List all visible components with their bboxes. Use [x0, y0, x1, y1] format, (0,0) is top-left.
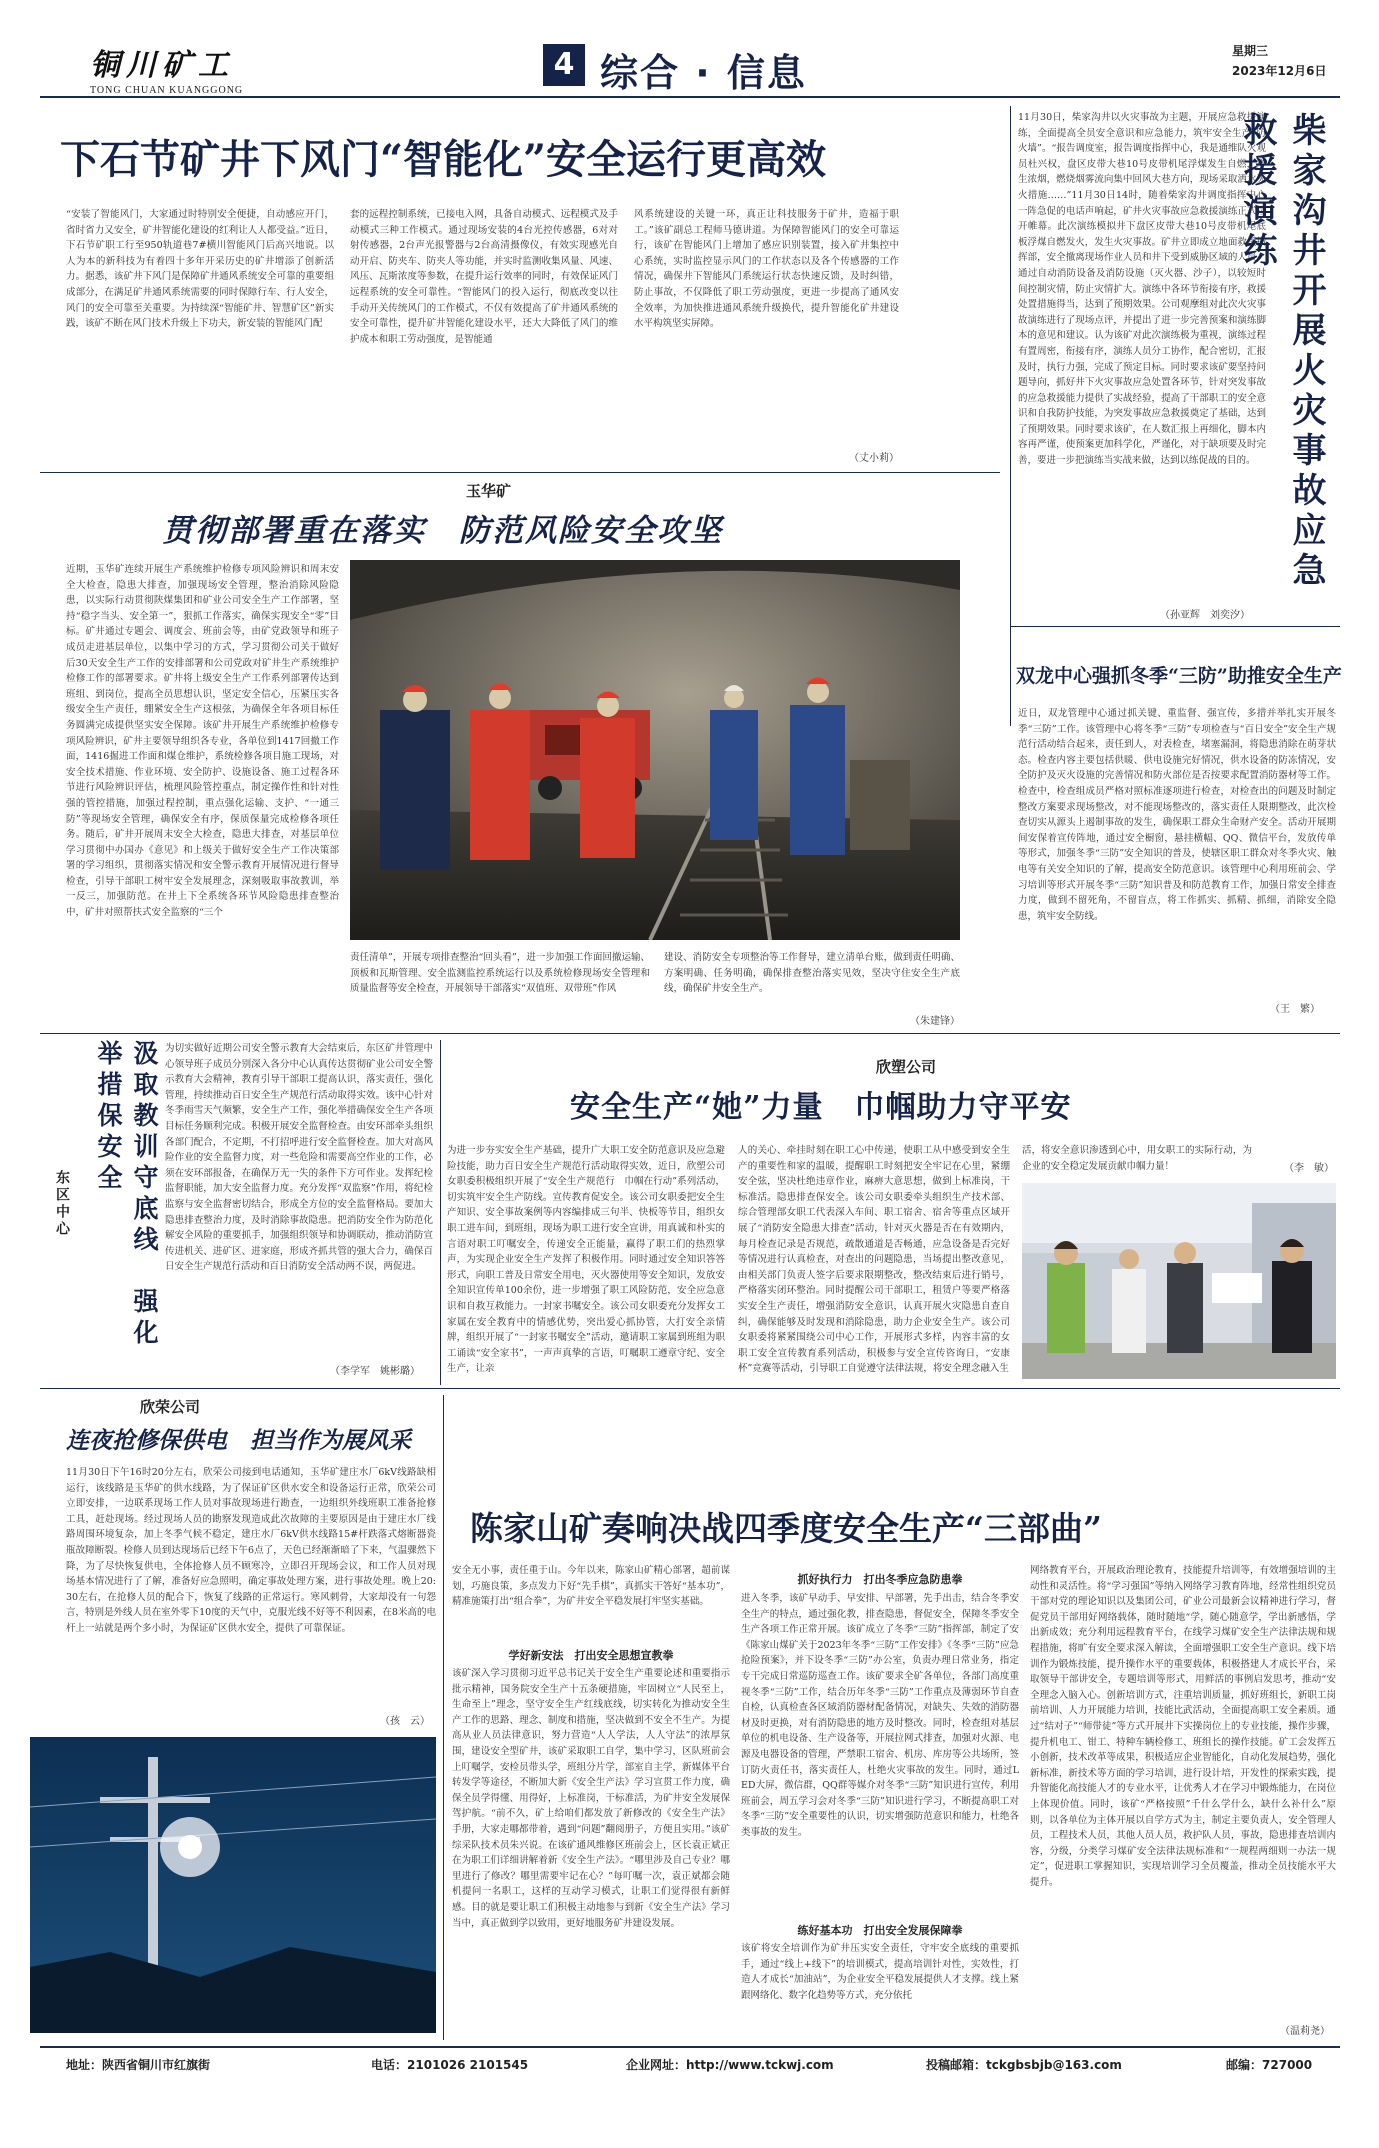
yuhua-col1: 近期，玉华矿连续开展生产系统维护检修专项风险辨识和周末安全大检查，隐患大排查，加强现场安全管理，整治消除风险隐患，以实际行动贯彻陕煤集团和矿业公司安全生产工作部署，坚持“稳字当头、安全第一”，狠抓工作落实，确保实现安全“零”目标。矿井通过专题会、调度会、班前会等，由矿党政领导和班子成员走进基层单位，以集中学习的方式，学习贯彻公司关于做好后30天安全生产工作的安排部署和公司党政对矿井生产系统维护检修工作的部署要求。矿井将上级安全生产工作系列部署传达到班组、到岗位，提高全员思想认识，坚定安全信心，压紧压实各级安全生产责任，绷紧安全生产这根弦，为确保全年各项目标任务圆满完成提供坚实安全保障。该矿井开展生产系统维护检修专项风险辨识，矿井主要领导组织各专业，各单位到1417回撤工作面，1416掘进工作面和煤仓维护，系统检修各项目施工现场，对安全技术措施、作业环境、安全防护、设施设备、施工过程各环节进行风险辨识评估，梳理风险管控重点，制定操作性和针对性强的管控措施，加强过程控制，重点强化运输、支护、“一通三防”等现场安全管理，确保安全有序，保质保量完成检修各项任务。随后，矿井开展周末安全大检查，隐患大排查，对基层单位学习贯彻中办国办《意见》和上级关于做好安全生产工作决策部署的学习组织，贯彻落实情况和安全警示教育开展情况进行督导检查，引导干部职工树牢安全发展理念，深刻吸取事故教训，举一反三，加强防范。在井上下全系统各环节风险隐患排查整治中，矿井对照帮扶式安全监察的“三个 [66, 564, 339, 919]
shuanglong-signature: （王 繁） [1270, 1004, 1320, 1015]
divider-right-col [1010, 106, 1011, 726]
headline-shuanglong: 双龙中心强抓冬季“三防”助推安全生产 [1016, 665, 1342, 687]
yuhua-col2: 责任清单”，开展专项排查整治“回头看”，进一步加强工作面回撤运输、顶板和瓦斯管理、安全监测监控系统运行以及系统检修现场安全管理和质量监督等安全检查，开展领导干部落实“双值班、双带班”作风 [350, 952, 650, 995]
masthead [90, 40, 290, 96]
dongqu-text: 为切实做好近期公司安全警示教育大会结束后，东区矿井管理中心领导班子成员分别深入各分中心认真传达贯彻矿业公司安全警示教育大会精神，教育引导干部职工提高认识，落实责任，强化管理，持续推动百日安全生产规范行活动取得实效。该中心针对冬季雨雪天气频繁，安全生产工作，强化举措确保安全生产各项目标任务顺利完成。积极开展安全监督检查。由安环部牵头组织各部门配合，不定期，不打招呼进行安全监督检查。加大对高风险作业的安全监督力度，对一些危险和需要高空作业的工作，必须在安环部报备，在确保万无一失的条件下方可作业。发挥纪检监督职能，加大安全监督力度。充分发挥“双监察”作用，将纪检监察与安全监督密切结合，形成全方位的安全监督格局。要加大隐患排查整治力度，及时消除事故隐患。把消防安全作为防范化解安全风险的重要抓手，加强组织领导和协调联动，推动消防宣传进机关、进矿区、进家庭，形成齐抓共管的强大合力，确保百日安全生产规范行活动和百日消防安全活动两不误，两促进。 [165, 1043, 433, 1273]
factory-photo [1022, 1183, 1336, 1379]
chenjiashan-head-2: 抓好执行力 打出冬季应急防患拳 [797, 1573, 963, 1586]
dongqu-unit: 东区中心 [54, 1170, 70, 1238]
xinrong-text: 11月30日下午16时20分左右，欣荣公司接到电话通知，玉华矿建庄水厂6kV线路缺相运行，该线路是玉华矿的供水线路，为了保证矿区供水安全和设备运行正常，欣荣公司立即安排，一边联系现场工作人员对事故现场进行勘查，一边组织外线班职工准备抢修工具，赶赴现场。经过现场人员的勘察发现造成此次故障的主要原因是由于建庄水厂线路周围环境复杂，加上冬季气候不稳定，建庄水厂6kV供水线路15#杆跌落式熔断器瓷瓶故障断裂。检修人员到达现场后已经下午6点了，天色已经渐渐暗了下来，气温骤然下降，为了尽快恢复供电，全体抢修人员不顾寒冷，立即召开现场会议，和工作人员对现场基本情况进行了了解，准备好应急照明，确定事故处理方案，进行事故处理。晚上20:30左右，在抢修人员的配合下，恢复了线路的正常运行。寒风刺骨，大家却没有一句怨言，特别是外线人员在室外零下10度的天气中，克服光线不好等不利因素，在8米高的电杆上一站就是两个多小时，为保证矿区供水安全，提供了可靠保证。 [66, 1467, 436, 1634]
chenjiashan-col3: 网络教育平台，开展政治理论教育，技能提升培训等，有效增强培训的主动性和灵活性。将“学习强国”等纳入网络学习教育阵地，经常性组织党员干部对党的理论知识以及集团公司，矿业公司最新会议精神进行学习，督促党员干部用好网络载体，随时随地“学，随心随意学，学出新感悟，学出新成效；充分利用远程教育平台，在线学习煤矿安全生产法律法规和规程措施，将旷有安全要求深入解读，全面增强职工安全生产意识。线下培训作为锻炼技能，提升操作水平的重要载体，积极搭建人才成长平台，采取领导干部讲安全，专题培训等形式，用鲜活的事例启发思考，推动“安全理念入脑入心。创新培训方式，注重培训质量，抓好班组长，新职工岗前培训、人力开展能力培训，技能比武活动，全面提高职工安全素质。通过“结对子”“师带徒”等方式开展井下实操岗位上的专业技能，操作步骤，提升机电工、钳工、特种车辆检修工、班组长的操作技能。矿工会发挥五小创新，技术改革等成果，积极适应企业智能化，自动化发展趋势，强化新标准，新技术等方面的学习培训，进行设计培，开发性的探索实践，提升智能化高技能人才的专业水平，让优秀人才在学习中锻炼能力，在岗位上体现价值。同时，该矿“严格按照”千什么学什么，缺什么补什么”原则，以各单位为主体开展以自学方式为主，制定主要负责人，安全管理人员，工程技术人员，其他人员人员，救护队人员，事故，隐患排查培训内容，分级，分类学习煤矿安全法律法规标准和“一规程两细则一办法一规定”，促进职工掌握知识，实现培训学习全员覆盖，推动全员技能水平大提升。 [1030, 1565, 1336, 1888]
header-weekday: 星期三 [1232, 44, 1269, 58]
divider-4 [40, 1388, 1340, 1389]
headline-chenjiashan: 陈家山矿奏响决战四季度安全生产“三部曲” [470, 1509, 1102, 1548]
header-rule [40, 96, 1340, 98]
fengmen-signature: （丈小莉） [849, 453, 899, 464]
headline-chaijiagou: 柴家沟井开展火灾事故应急救援演练 [1237, 112, 1326, 592]
chenjiashan-head-1: 学好新安法 打出安全思想宣教拳 [508, 1649, 674, 1662]
chenjiashan-col2: 进入冬季，该矿早动手、早安排、早部署，先手出击，结合冬季安全生产的特点，通过强化教，排查隐患，督促安全，保障冬季安全生产各项工作正常开展。该矿成立了冬季“三防”指挥部，制定了安《陈家山煤矿关于2023年冬季“三防”工作安排》《冬季“三防”应急抢险预案》，并下设冬季“三防”办公室，负责办理日常业务，指定专干完成日常巡防巡查工作。该矿要求全矿各单位，各部门高度重视冬季“三防”工作，结合历年冬季“三防”工作重点及薄弱环节自查自检，认真检查各区域消防器材配备情况，对缺失、失效的消防器材及时更换，对有消防隐患的地方及时整改。同时，检查组对基层单位的机电设备、生产设备等，开展拉网式排查，加强对火源、电源及电器设备的管理，严禁职工宿舍、机房、库房等公共场所，签订防火责任书，落实责任人，杜绝火灾事故的发生。同时，通过LED大屏，微信群，QQ群等媒介对冬季“三防”知识进行宣传，利用班前会，周五学习会对冬季“三防”知识进行学习，不断提高职工对冬季“三防”安全重要性的认识，切实增强防范意识和能力，杜绝各类事故的发生。 [741, 1593, 1019, 1838]
chaijiagou-signature: （孙亚辉 刘奕汐） [1160, 610, 1250, 621]
chenjiashan-col2-b: 该矿将安全培训作为矿井压实安全责任，守牢安全底线的重要抓手，通过“线上+线下”的培训模式，提高培训针对性，实效性，打造人才成长“加油站”，为企业安全平稳发展提供人才支撑。线上紧跟网络化、数字化趋势等方式，充分依托 [741, 1943, 1019, 2001]
chenjiashan-signature: （温莉尧） [1280, 2026, 1330, 2037]
headline-dongqu: 汲取教训守底线 强化举措保安全 [94, 1040, 159, 1350]
headline-xinrong: 连夜抢修保供电 担当作为展风采 [66, 1427, 411, 1454]
footer-website[interactable]: 企业网址：http://www.tckwj.com [626, 2058, 834, 2072]
footer-rule [40, 2046, 1340, 2048]
xinsu-col2: 人的关心、牵挂时刻在职工心中传递，使职工从中感受到安全生产的重要性和家的温暖，提醒职工时刻把安全牢记在心里，紧绷安全弦，坚决杜绝违章作业，麻痹大意思想，做到上标准岗，干标准活。隐患排查保安全。该公司女职委牵头组织生产技术部、综合管理部女职工代表深入车间、职工宿舍、宿舍等重点区域开展了“消防安全隐患大排查”活动，针对灭火器是否在有效期内，每月检查记录是否规范，疏散通道是否畅通，应急设备是否完好等情况进行认真检查，对查出的问题隐患，当场提出整改意见，由相关部门负责人签字后要求限期整改，整改结束后进行销号，严格落实闭环整治。同时提醒公司干部职工，租赁户等要严格落实安全生产责任，增强消防安全意识，认真开展火灾隐患自查自纠，确保能够及时发现和消除隐患，助力企业安全生产。该公司女职委将紧紧围绕公司中心工作，开展形式多样，内容丰富的女职工安全宣传教育系列活动，积极参与安全宣传咨询日，“安康杯”竞赛等活动，引导职工自觉遵守法律法规，将安全理念融入生 [738, 1145, 1010, 1375]
divider-3 [40, 1033, 1340, 1034]
page-number: 4 [553, 47, 575, 82]
dongqu-signature: （李学军 姚彬璐） [330, 1366, 420, 1377]
chenjiashan-intro: 安全无小事，责任重于山。今年以来，陈家山矿精心部署，超前谋划，巧施良策，多点发力下好“先手棋”，真抓实干答好“基本功”，精准施策打出“组合拳”，为矿井安全平稳发展打牢坚实基础。 [452, 1565, 730, 1608]
xinrong-signature: （孩 云） [380, 1716, 430, 1727]
masthead-pinyin: TONG CHUAN KUANGGONG [90, 85, 244, 96]
headline-yuhua: 贯彻部署重在落实 防范风险安全攻坚 [162, 513, 723, 549]
fengmen-col1: “安装了智能风门，大家通过时特别安全便捷，自动感应开门，省时省力又安全，矿井智能化建设的红利让人人都受益。”近日，下石节矿职工行至950轨道巷7#横川智能风门后高兴地说。以人为本的新科技为有着四十多年开采历史的矿井增添了创新活力。据悉，该矿井下风门是保障矿井通风系统安全可靠的重要组成部分，在满足矿井通风系统需要的同时保障行车、行人安全，风门的安全可靠至关重要。为持续深“智能矿井、智慧矿区”新实践，该矿不断在风门技术升级上下功夫，新安装的智能风门配 [66, 209, 334, 330]
yuhua-col3: 建设、消防安全专项整治等工作督导，建立清单台账，做到责任明确、方案明确、任务明确，确保排查整治落实见效，坚决守住安全生产底线，确保矿井安全生产。 [664, 952, 960, 995]
fengmen-col3: 风系统建设的关键一环，真正让科技服务于矿井，造福于职工。”该矿副总工程师马德讲道。为保障智能风门的安全可靠运行，该矿在智能风门上增加了感应识别装置，接入矿井集控中心系统，实时监控显示风门的工作状态以及各个传感器的工作情况，确保井下智能风门系统运行状态快速反馈，及时纠错，防止事故，不仅降低了职工劳动强度，更进一步提高了通风安全效率，为加快推进通风系统升级换代，提升智能化矿井建设水平构筑坚实屏障。 [634, 209, 899, 330]
yuhua-unit: 玉华矿 [466, 482, 512, 500]
xinsu-signature: （李 敏） [1284, 1163, 1334, 1174]
mine-tunnel-photo [350, 560, 960, 940]
footer-phone: 电话：2101026 2101545 [371, 2058, 529, 2072]
xinsu-unit: 欣塑公司 [876, 1058, 937, 1076]
xinsu-col3: 活，将安全意识渗透到心中，用女职工的实际行动，为企业的安全稳定发展贡献巾帼力量！ [1022, 1145, 1252, 1172]
footer [66, 2056, 1336, 2076]
chenjiashan-col1: 该矿深入学习贯彻习近平总书记关于安全生产重要论述和重要指示批示精神，国务院安全生产十五条硬措施，牢固树立“人民至上，生命至上”理念，坚守安全生产红线底线，切实转化为推动安全生产工作的思路、理念、制度和措施，坚决做到不安全不生产。为提高从业人员法律意识，努力营造“人人学法，人人守法”的浓厚氛围，建设安全型矿井，该矿采取职工自学，集中学习，区队班前会上叮嘱学，安检员带头学，班组分片学，部室自主学，新媒体平台转发学等途径，不断加大新《安全生产法》学习宣贯工作力度，确保全员学得懂、用得好，上标准岗，干标准活，为矿井安全发展保驾护航。“前不久，矿上给咱们都发放了新修改的《安全生产法》手册，大家走哪都带着，遇到“问题”翻阅册子，方便且实用。”该矿综采队技术员朱兴说。在该矿通风维修区班前会上，区长袁正斌正在为职工们详细讲解着新《安全生产法》。“哪里涉及自己专业？哪里进行了修改？哪里需要牢记在心？”每叮嘱一次，袁正斌都会随机提问一名职工，这样的互动学习模式，让职工们觉得很有新鲜感。目的就是要让职工们积极主动地参与到新《安全生产法》学习当中，真正做到学以致用，更好地服务矿井建设发展。 [452, 1668, 730, 1929]
masthead-logo: 铜川矿工 [90, 48, 234, 83]
power-pole-photo [30, 1737, 436, 2033]
footer-email[interactable]: 投稿邮箱：tckgbsbjb@163.com [926, 2058, 1122, 2072]
divider-xinrong [443, 1395, 444, 2040]
yuhua-signature: （朱建锋） [910, 1016, 960, 1027]
header-date: 2023年12月6日 [1232, 64, 1327, 78]
headline-xinsu: 安全生产“她”力量 巾帼助力守平安 [570, 1090, 1072, 1125]
xinrong-unit: 欣荣公司 [140, 1398, 201, 1416]
fengmen-col2: 套的远程控制系统，已接电入网，具备自动模式、远程模式及手动模式三种工作模式。通过现场安装的4台光控传感器，6对对射传感器，2台声光报警器与2台高清摄像仪，有效实现感光自动开启、防夹车、防夹人等功能，并实时监测收集风量、风速、风压、瓦斯浓度等参数，在提升运行效率的同时，有效保证风门远程系统的安全可靠性。“智能风门的投入运行，彻底改变以往手动开关传统风门的工作模式，不仅有效提高了矿井通风系统的安全可靠性，提升矿井智能化建设水平，还大大降低了风门的维护成本和职工劳动强度，是智能通 [350, 209, 618, 345]
section-title: 综合 · 信息 [600, 51, 807, 95]
divider-1 [40, 472, 1000, 473]
chaijiagou-text: 11月30日，柴家沟井以火灾事故为主题，开展应急救援演练，全面提高全员安全意识和应急能力，筑牢安全生产“防火墙”。“报告调度室，报告调度指挥中心，我是通维队火观员杜兴权，盘区皮带大巷10号皮带机尾浮煤发生自燃，产生浓烟，燃烧烟雾流向集中回风大巷方向，现场采取洒水灭火措施……”11月30日14时，随着柴家沟井调度指挥中心一阵急促的电话声响起，矿井火灾事故应急救援演练正式拉开帷幕。此次演练模拟井下盘区皮带大巷10号皮带机尾底板浮煤自燃发火，发生火灾事故。矿井立即成立地面救援指挥部，安全撤离现场作业人员和井下受到威胁区域的人员，通过自动消防设备及消防设施（灭火器、沙子），以较短时间控制灾情，防止灾情扩大。演练中各环节衔接有序，救援处置措施得当，达到了预期效果。公司观摩组对此次火灾事故演练进行了现场点评，并提出了进一步完善预案和演练脚本的意见和建议。认为该矿对此次演练极为重视，演练过程有置周密，衔接有序，演练人员分工协作，配合密切，汇报及时，执行力强，完成了预定目标。同时要求该矿要坚持问题导向，抓好井下火灾事故应急处置各环节，针对突发事故的应急救援能力提供了实战经验，提高了干部职工的安全意识和自我防护技能，为突发事故应急救援奠定了基础，达到了预期效果。同时要求该矿，在人数汇报上再细化，脚本内容再严谨，使预案更加科学化，严谨化，对于缺项要及时完善，要进一步把演练当实战来做，达到以练促战的目的。 [1018, 112, 1266, 467]
divider-dongqu [440, 1040, 441, 1385]
footer-zip: 邮编：727000 [1226, 2058, 1313, 2072]
page-number-box [543, 44, 585, 86]
headline-fengmen: 下石节矿井下风门“智能化”安全运行更高效 [60, 136, 827, 183]
chenjiashan-head-3: 练好基本功 打出安全发展保障拳 [797, 1924, 963, 1937]
xinsu-col1: 为进一步夯实安全生产基础，提升广大职工安全防范意识及应急避险技能，助力百日安全生产规范行活动取得实效，近日，欣塑公司女职委积极组织开展了“安全生产规范行 巾帼在行动”系列活动，切实筑牢安全生产防线。宣传教育促安全。该公司女职委把安全生产知识、安全事故案例等内容编排成三句半、快板等节目，组织女职工进车间，到班组，现场为职工进行安全宣讲，用真诚和朴实的言语对职工叮嘱安全，传递安全正能量，赢得了职工们的热烈掌声，为实现企业安全生产发挥了积极作用。同时通过安全知识答答形式，向职工普及日常安全用电，灭火器使用等安全知识，发放安全知识宣传单100余份，进一步增强了职工风险防范，安全应急意识和自救互救能力。一封家书嘱安全。该公司女职委充分发挥女工家属在安全教育中的情感优势，突出爱心抓协管，大打安全亲情牌，组织开展了“一封家书嘱安全”活动，邀请职工家属到班组为职工诵读“安全家书”，一声声真挚的言语，叮嘱职工遵章守纪、安全生产，让亲 [447, 1145, 725, 1375]
shuanglong-text: 近日，双龙管理中心通过抓关键、重监督、强宣传，多措并举扎实开展冬季“三防”工作。该管理中心将冬季“三防”专项检查与“百日安全”安全生产规范行活动结合起来，责任到人，对表检查，堵塞漏洞，将隐患消除在萌芽状态。检查内容主要包括供暖、供电设施完好情况，供水设备的防冻情况，安全防护及灭火设施的完善情况和防火部位是否按要求配置消防器材等工作。检查中，检查组成员严格对照标准逐项进行检查，对检查出的问题及时制定整改方案要求现场整改，对不能现场整改的，落实责任人限期整改，此次检查切实从源头上遏制事故的发生，确保职工群众生命财产安全。活动开展期间安保着宣传阵地，通过安全橱窗，悬挂横幅、QQ、微信平台，发放传单等形式，加强冬季“三防”安全知识的普及，使辖区职工群众对冬季火灾、触电等有关安全知识的了解，提高安全防范意识。该管理中心利用班前会、学习培训等形式开展冬季“三防”知识普及和防范教育工作，加强日常安全排查力度，做到不留死角，不留盲点，将工作抓实、抓精、抓细，消除安全隐患，筑牢安全防线。 [1018, 708, 1336, 922]
footer-address: 地址：陕西省铜川市红旗街 [66, 2058, 211, 2072]
divider-2 [1010, 626, 1340, 627]
